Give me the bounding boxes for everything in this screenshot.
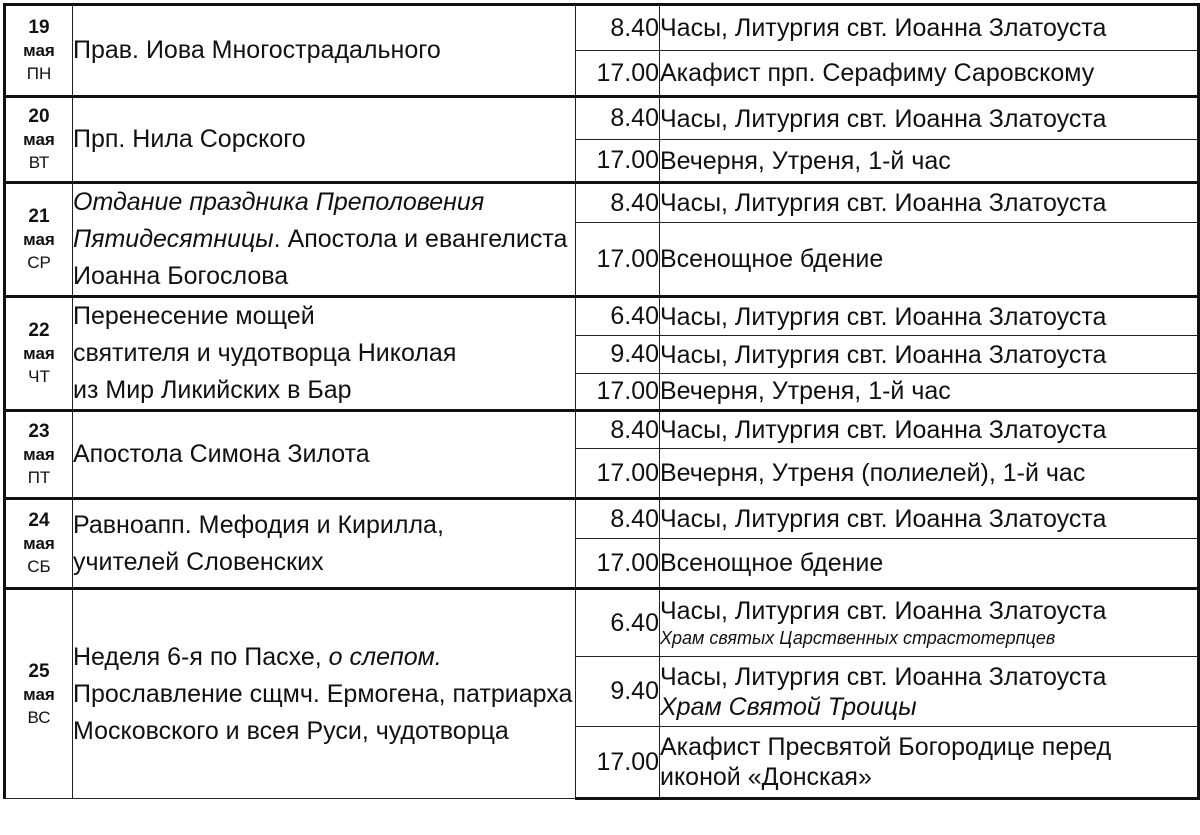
date-weekday: ВТ [28,153,50,172]
date-cell [5,97,73,183]
day-commemoration [73,183,576,297]
date-number: 24 [28,510,50,531]
service-text: Часы, Литургия свт. Иоанна Златоуста [660,662,1107,691]
commemoration-line: святителя и чудотворца Николая [73,339,457,367]
service-time: 8.40 [576,183,660,223]
service-description: Часы, Литургия свт. Иоанна Златоуста [660,499,1199,539]
date-number: 22 [28,320,50,341]
service-time: 8.40 [576,499,660,539]
service-description: Вечерня, Утреня, 1-й час [660,140,1199,183]
service-place: Храм Святой Троицы [660,692,917,721]
service-time: 9.40 [576,657,660,727]
date-number: 21 [28,206,50,227]
date-weekday: ЧТ [28,367,50,386]
service-time: 17.00 [576,727,660,799]
date-number: 23 [28,421,50,442]
service-description: Вечерня, Утреня, 1-й час [660,373,1199,410]
commemoration-line: из Мир Ликийских в Бар [73,376,352,404]
table-row [5,97,1199,140]
service-description: Акафист прп. Серафиму Саровскому [660,51,1199,97]
table-row [5,183,1199,223]
commemoration-line: Перенесение мощей [73,302,315,330]
commemoration-line: Равноапп. Мефодия и Кирилла, [73,510,444,539]
service-description: Всенощное бдение [660,223,1199,297]
service-time: 17.00 [576,449,660,499]
commemoration-text: Неделя 6-я по Пасхе, [73,642,329,671]
commemoration-italic: о слепом. [328,642,442,671]
date-cell [5,297,73,411]
service-description [660,657,1199,727]
service-time: 6.40 [576,589,660,657]
service-time: 17.00 [576,51,660,97]
table-row [5,589,1199,657]
date-month: мая [23,230,55,249]
date-weekday: СБ [27,557,51,576]
date-month: мая [23,445,55,464]
day-commemoration [73,297,576,411]
table-row [5,499,1199,539]
date-month: мая [23,684,55,704]
service-description: Акафист Пресвятой Богородице перед иконой «Донская» [660,727,1199,799]
date-weekday: СР [27,253,51,272]
date-month: мая [23,344,55,363]
service-description: Часы, Литургия свт. Иоанна Златоуста [660,97,1199,140]
service-description: Вечерня, Утреня (полиелей), 1-й час [660,449,1199,499]
table-row [5,5,1199,51]
service-description [660,589,1199,657]
commemoration-italic: Отдание праздника Преполовения Пятидесятницы [73,188,485,253]
service-time: 17.00 [576,140,660,183]
service-description: Часы, Литургия свт. Иоанна Златоуста [660,411,1199,449]
date-month: мая [23,41,55,60]
date-cell [5,5,73,97]
service-time: 9.40 [576,336,660,373]
day-commemoration [73,589,576,799]
service-time: 6.40 [576,297,660,336]
table-row [5,297,1199,336]
date-cell [5,499,73,589]
date-weekday: ПН [26,64,52,83]
service-description: Часы, Литургия свт. Иоанна Златоуста [660,297,1199,336]
commemoration-text: Прославление сщмч. Ермогена, патриарха Московского и всея Руси, чудотворца [73,679,573,745]
commemoration-text: . Апостола и евангелиста Иоанна Богослова [73,225,568,290]
service-time: 17.00 [576,223,660,297]
day-commemoration [73,499,576,589]
date-number: 19 [28,17,50,38]
date-number: 20 [28,106,50,127]
date-month: мая [23,130,55,149]
date-cell [5,183,73,297]
date-number: 25 [28,660,50,682]
service-time: 8.40 [576,411,660,449]
day-commemoration: Апостола Симона Зилота [73,411,576,499]
service-description: Всенощное бдение [660,539,1199,589]
date-weekday: ВС [27,707,51,727]
day-commemoration: Прав. Иова Многострадального [73,5,576,97]
table-row [5,411,1199,449]
service-description: Часы, Литургия свт. Иоанна Златоуста [660,183,1199,223]
service-time: 8.40 [576,97,660,140]
service-description: Часы, Литургия свт. Иоанна Златоуста [660,5,1199,51]
service-time: 8.40 [576,5,660,51]
service-description: Часы, Литургия свт. Иоанна Златоуста [660,336,1199,373]
service-place: Храм святых Царственных страстотерпцев [660,628,1056,648]
service-time: 17.00 [576,373,660,410]
commemoration-line: учителей Словенских [73,547,324,576]
service-time: 17.00 [576,539,660,589]
service-text: Часы, Литургия свт. Иоанна Златоуста [660,597,1107,625]
date-cell [5,411,73,499]
service-schedule-table [3,3,1200,800]
date-month: мая [23,534,55,553]
day-commemoration: Прп. Нила Сорского [73,97,576,183]
date-weekday: ПТ [27,468,51,487]
date-cell [5,589,73,799]
